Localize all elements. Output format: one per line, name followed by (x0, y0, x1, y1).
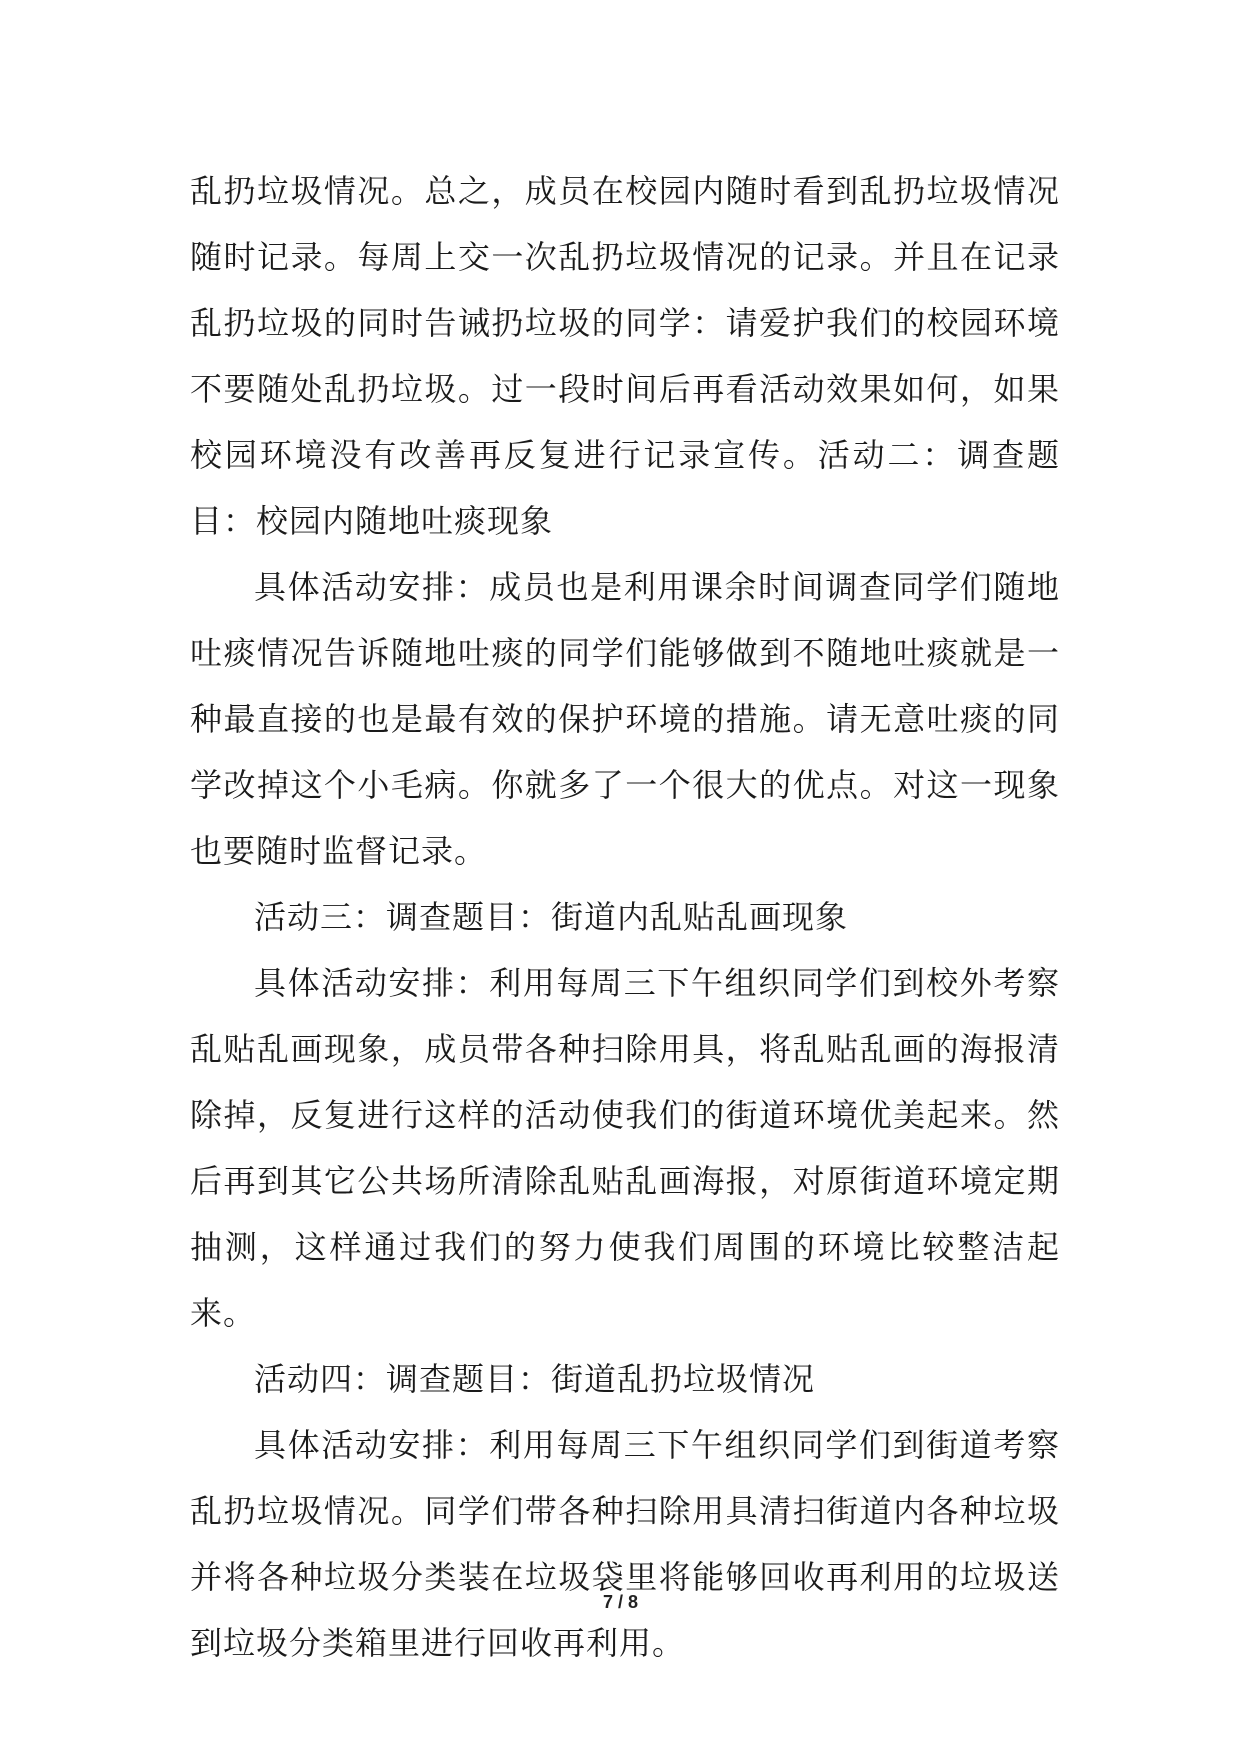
paragraph-1: 乱扔垃圾情况。总之，成员在校园内随时看到乱扔垃圾情况随时记录。每周上交一次乱扔垃圾情况的记录。并且在记录乱扔垃圾的同时告诫扔垃圾的同学：请爱护我们的校园环境不要随处乱扔垃圾。过一段时间后再看活动效果如何，如果校园环境没有改善再反复进行记录宣传。活动二：调查题目：校园内随地吐痰现象 (190, 172, 1060, 540)
page-number: 7 / 8 (602, 1592, 639, 1612)
document-body (190, 158, 1060, 1676)
paragraph-5-heading: 活动四：调查题目：街道乱扔垃圾情况 (254, 1360, 816, 1398)
paragraph-6: 具体活动安排：利用每周三下午组织同学们到街道考察乱扔垃圾情况。同学们带各种扫除用具清扫街道内各种垃圾并将各种垃圾分类装在垃圾袋里将能够回收再利用的垃圾送到垃圾分类箱里进行回收再利用。 (190, 1426, 1060, 1662)
paragraph-2: 具体活动安排：成员也是利用课余时间调查同学们随地吐痰情况告诉随地吐痰的同学们能够做到不随地吐痰就是一种最直接的也是最有效的保护环境的措施。请无意吐痰的同学改掉这个小毛病。你就多了一个很大的优点。对这一现象也要随时监督记录。 (190, 568, 1060, 870)
paragraph-3-heading: 活动三：调查题目：街道内乱贴乱画现象 (254, 898, 849, 936)
paragraph-4: 具体活动安排：利用每周三下午组织同学们到校外考察乱贴乱画现象，成员带各种扫除用具，将乱贴乱画的海报清除掉，反复进行这样的活动使我们的街道环境优美起来。然后再到其它公共场所清除乱贴乱画海报，对原街道环境定期抽测，这样通过我们的努力使我们周围的环境比较整洁起来。 (190, 964, 1060, 1332)
